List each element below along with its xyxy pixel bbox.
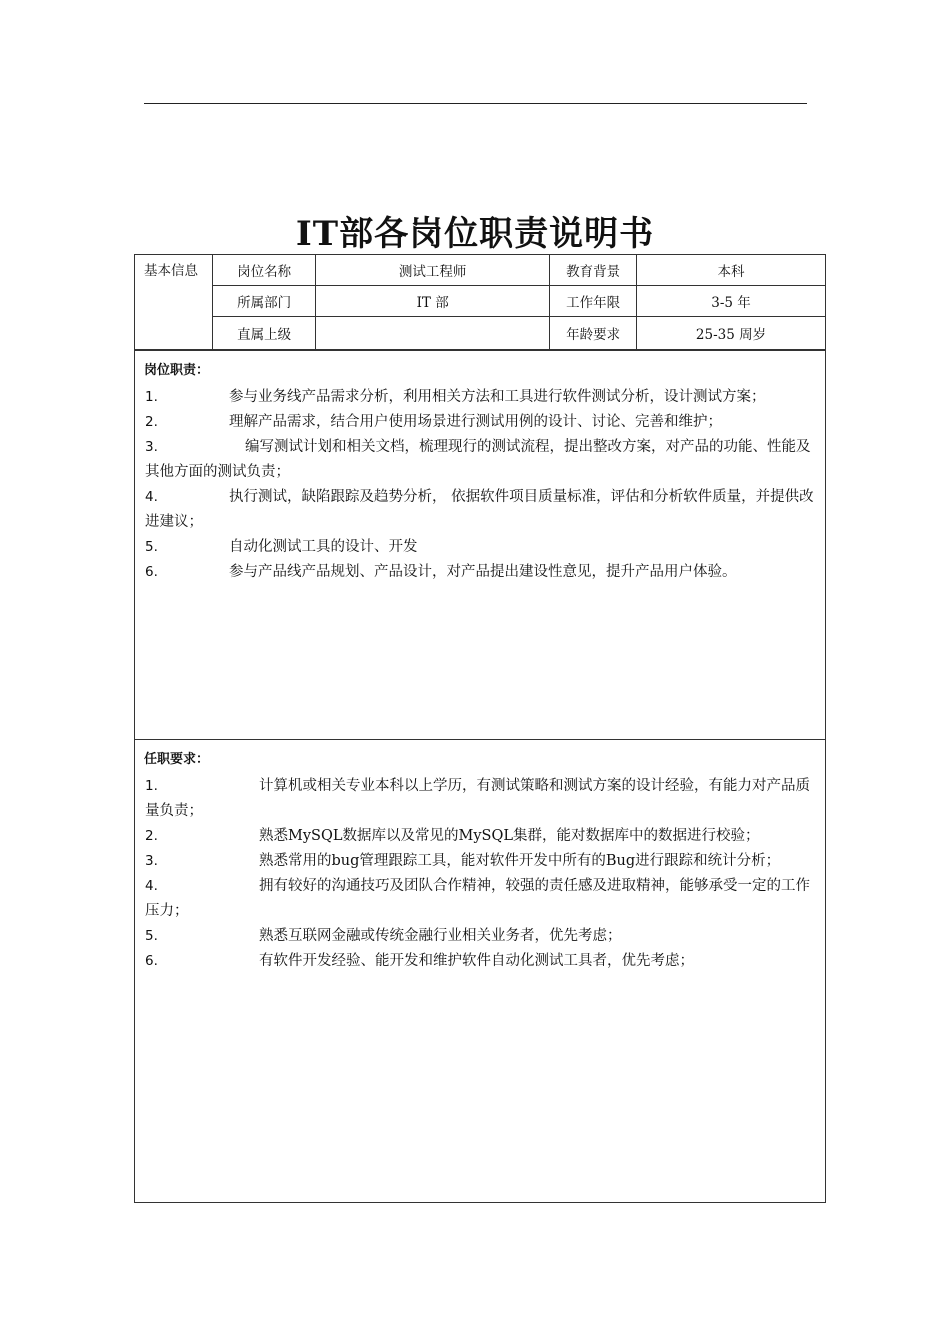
item-text: 熟悉MySQL数据库以及常见的MySQL集群，能对数据库中的数据进行校验； xyxy=(259,828,760,844)
basic-info-table xyxy=(135,255,825,350)
item-text: 参与业务线产品需求分析，利用相关方法和工具进行软件测试分析，设计测试方案； xyxy=(229,389,766,405)
field-value xyxy=(316,317,550,350)
item-number: 1. xyxy=(145,389,158,405)
list-item xyxy=(145,849,815,874)
list-item xyxy=(145,485,815,535)
item-text: 理解产品需求，结合用户使用场景进行测试用例的设计、讨论、完善和维护； xyxy=(229,414,722,430)
item-number: 5. xyxy=(145,928,158,944)
field-label: 直属上级 xyxy=(213,317,316,350)
item-text: 计算机或相关专业本科以上学历，有测试策略和测试方案的设计经验，有能力对产品质量负责； xyxy=(145,778,810,819)
item-number: 3. xyxy=(145,853,158,869)
item-text: 执行测试，缺陷跟踪及趋势分析， 依据软件项目质量标准，评估和分析软件质量，并提供改进建议； xyxy=(145,489,814,530)
list-item xyxy=(145,774,815,824)
list-item xyxy=(145,385,815,410)
responsibilities-heading: 岗位职责： xyxy=(144,363,210,378)
item-number: 3. xyxy=(145,439,158,455)
item-number: 6. xyxy=(145,953,158,969)
item-number: 6. xyxy=(145,564,158,580)
field-value: 25-35 周岁 xyxy=(637,317,825,350)
list-item xyxy=(145,560,815,585)
field-value: 本科 xyxy=(637,255,825,286)
item-number: 1. xyxy=(145,778,158,794)
item-text: 熟悉常用的bug管理跟踪工具，能对软件开发中所有的Bug进行跟踪和统计分析； xyxy=(259,853,781,869)
item-text: 编写测试计划和相关文档，梳理现行的测试流程，提出整改方案，对产品的功能、性能及其他方面的测试负责； xyxy=(145,439,811,480)
list-item xyxy=(145,535,815,560)
header-rule xyxy=(144,103,807,104)
table-row xyxy=(135,286,825,317)
job-description-form xyxy=(134,254,826,1203)
basic-info-label: 基本信息 xyxy=(135,255,213,350)
field-label: 工作年限 xyxy=(550,286,637,317)
field-value: 测试工程师 xyxy=(316,255,550,286)
item-text: 参与产品线产品规划、产品设计，对产品提出建设性意见，提升产品用户体验。 xyxy=(229,564,737,580)
requirements-list xyxy=(135,768,825,974)
requirements-heading: 任职要求： xyxy=(144,752,210,767)
item-number: 2. xyxy=(145,828,158,844)
field-label: 教育背景 xyxy=(550,255,637,286)
list-item xyxy=(145,874,815,924)
item-text: 有软件开发经验、能开发和维护软件自动化测试工具者，优先考虑； xyxy=(259,953,694,969)
list-item xyxy=(145,824,815,849)
item-number: 2. xyxy=(145,414,158,430)
item-text: 自动化测试工具的设计、开发 xyxy=(229,539,418,555)
requirements-section xyxy=(135,739,825,1202)
responsibilities-section xyxy=(135,350,825,739)
item-number: 4. xyxy=(145,489,158,505)
table-row xyxy=(135,255,825,286)
list-item xyxy=(145,410,815,435)
item-text: 拥有较好的沟通技巧及团队合作精神，较强的责任感及进取精神，能够承受一定的工作压力； xyxy=(145,878,810,919)
field-label: 岗位名称 xyxy=(213,255,316,286)
list-item xyxy=(145,924,815,949)
field-label: 所属部门 xyxy=(213,286,316,317)
responsibilities-list xyxy=(135,379,825,585)
list-item xyxy=(145,435,815,485)
table-row xyxy=(135,317,825,350)
item-text: 熟悉互联网金融或传统金融行业相关业务者，优先考虑； xyxy=(259,928,622,944)
item-number: 4. xyxy=(145,878,158,894)
item-number: 5. xyxy=(145,539,158,555)
document-title: IT部各岗位职责说明书 xyxy=(295,214,655,254)
list-item xyxy=(145,949,815,974)
field-label: 年龄要求 xyxy=(550,317,637,350)
field-value: 3-5 年 xyxy=(637,286,825,317)
field-value: IT 部 xyxy=(316,286,550,317)
